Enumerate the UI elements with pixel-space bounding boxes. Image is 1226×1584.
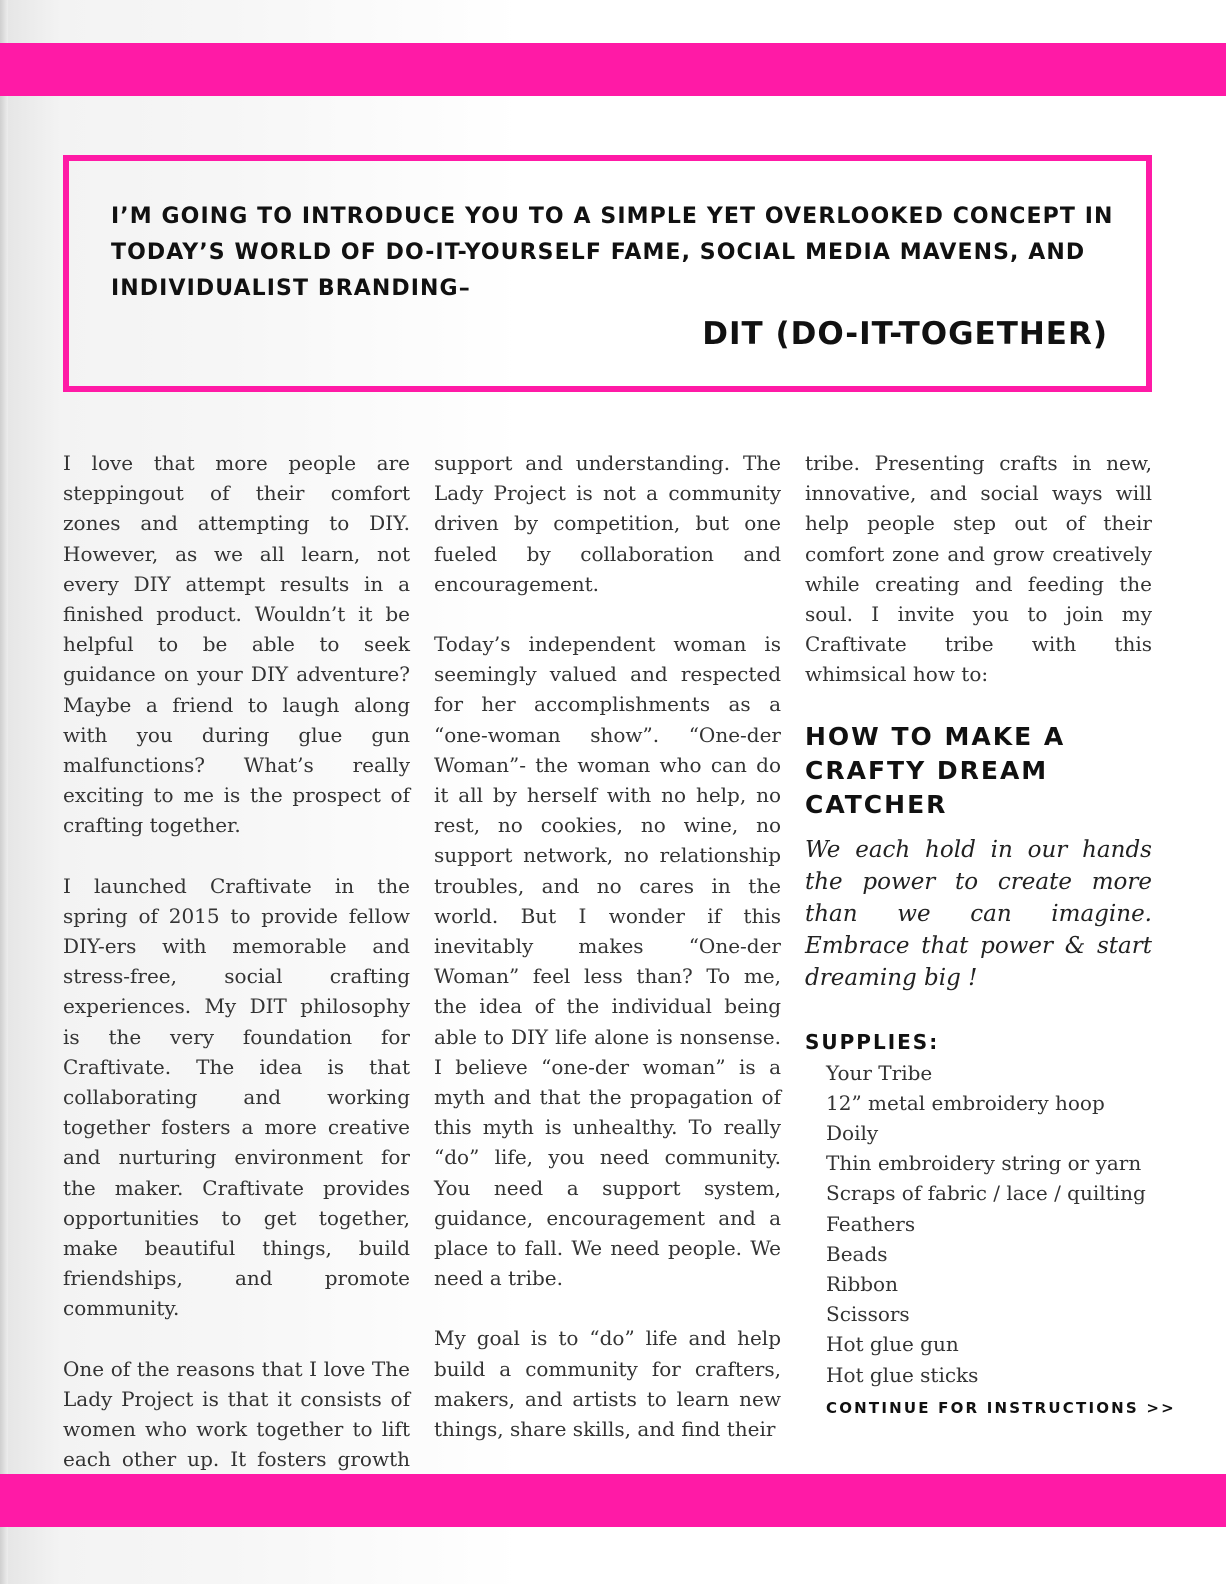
- paragraph: Today’s independent woman is seemingly valued and respected for her accomplishments as a “one-woman show”. “One-der Woman”- the woman who can do it all by herself with no help, no rest, no cookies, no wine, no support network, no relationship troubles, and no cares in the world. But I wonder if this inevitably makes “One-der Woman” feel less than? To me, the idea of the individual being able to DIY life alone is nonsense. I believe “one-der woman” is a myth and that the propagation of this myth is unhealthy. To really “do” life, you need community. You need a support system, guidance, encouragement and a place to fall. We need people. We need a tribe.: [434, 632, 781, 1291]
- callout-intro-text: I’M GOING TO INTRODUCE YOU TO A SIMPLE YET OVERLOOKED CONCEPT IN TODAY’S WORLD OF DO-IT-YOURSELF FAME, SOCIAL MEDIA MAVENS, AND INDIVIDUALIST BRANDING–: [111, 204, 1114, 301]
- paragraph: tribe. Presenting crafts in new, innovative, and social ways will help people step out of their comfort zone and grow creatively while creating and feeding the soul. I invite you to join my Craftivate tribe with this whimsical how to:: [805, 451, 1152, 687]
- supply-item: Ribbon: [826, 1272, 898, 1297]
- callout-headline: DIT (DO-IT-TOGETHER): [702, 316, 1108, 352]
- supply-item: Scissors: [826, 1302, 910, 1327]
- supply-item: Your Tribe: [826, 1060, 933, 1085]
- supply-item: Doily: [826, 1121, 879, 1146]
- paragraph: One of the reasons that I love The Lady Project is that it consists of women who work together to lift each other up. It fosters growth: [63, 1356, 410, 1472]
- howto-heading: HOW TO MAKE A CRAFTY DREAM CATCHER: [805, 721, 1066, 819]
- supplies-list: [805, 1058, 1152, 1390]
- article-column-3: [805, 448, 1152, 1390]
- supply-item: Beads: [826, 1241, 888, 1266]
- supply-item: Hot glue sticks: [826, 1362, 979, 1387]
- supply-item: Scraps of fabric / lace / quilting: [826, 1181, 1146, 1206]
- top-pink-band: [0, 43, 1226, 96]
- supply-item: 12” metal embroidery hoop: [826, 1090, 1105, 1115]
- supply-item: Thin embroidery string or yarn: [826, 1151, 1142, 1176]
- article-column-1: [63, 448, 410, 1535]
- pull-quote: We each hold in our hands the power to create more than we can imagine. Embrace that power & start dreaming big !: [805, 836, 1152, 991]
- paragraph: My goal is to “do” life and help build a community for crafters, makers, and artists to learn new things, share skills, and find their: [434, 1326, 781, 1442]
- bottom-pink-band: [0, 1474, 1226, 1527]
- continue-instructions-link[interactable]: CONTINUE FOR INSTRUCTIONS >>: [826, 1399, 1176, 1417]
- supply-item: Hot glue gun: [826, 1332, 959, 1357]
- supplies-heading: SUPPLIES:: [805, 1029, 940, 1054]
- supply-item: Feathers: [826, 1211, 916, 1236]
- intro-callout-box: [63, 155, 1152, 392]
- paragraph: I launched Craftivate in the spring of 2015 to provide fellow DIY-ers with memorable and stress-free, social crafting experiences. My DIT philosophy is the very foundation for Craftivate. The idea is that collaborating and working together fosters a more creative and nurturing environment for the maker. Craftivate provides opportunities to get together, make beautiful things, build friendships, and promote community.: [63, 873, 410, 1321]
- paragraph: I love that more people are steppingout of their comfort zones and attempting to DIY. However, as we all learn, not every DIY attempt results in a finished product. Wouldn’t it be helpful to be able to seek guidance on your DIY adventure? Maybe a friend to laugh along with you during glue gun malfunctions? What’s really exciting to me is the prospect of crafting together.: [63, 451, 410, 838]
- page-gutter-shadow: [0, 0, 8, 1584]
- paragraph: support and understanding. The Lady Project is not a community driven by competition, but one fueled by collaboration and encouragement.: [434, 451, 781, 596]
- article-column-2: [434, 448, 781, 1474]
